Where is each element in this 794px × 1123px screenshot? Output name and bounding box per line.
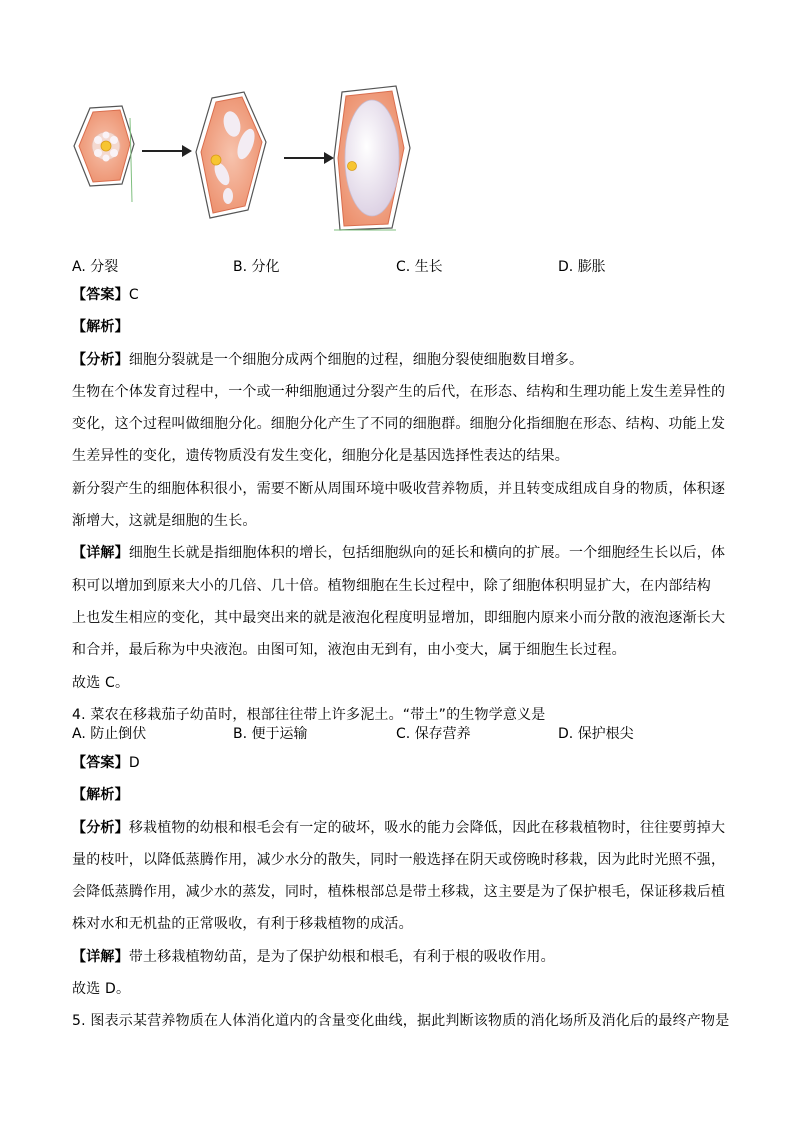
q4-fenxi-line-3: 会降低蒸腾作用，减少水的蒸发，同时，植株根部总是带土移栽，这主要是为了保护根毛，保证移栽后植 [72,884,726,901]
q3-option-a: A. 分裂 [72,259,119,275]
q4-xiangjie-line-1: 【详解】带土移栽植物幼苗，是为了保护幼根和根毛，有利于根的吸收作用。 [72,948,555,965]
q4-options [72,723,732,747]
q3-options [72,256,732,280]
q5-stem: 5. 图表示某营养物质在人体消化道内的含量变化曲线，据此判断该物质的消化场所及消化后的最终产物是 [72,1013,730,1030]
q4-option-a: A. 防止倒伏 [72,726,147,742]
q3-answer: 【答案】C [72,287,139,303]
q3-option-c: C. 生长 [396,259,443,275]
q3-fenxi-line-1: 【分析】细胞分裂就是一个细胞分成两个细胞的过程，细胞分裂使细胞数目增多。 [72,351,584,368]
q4-analysis-heading: 【解析】 [72,787,129,804]
q4-fenxi-line-2: 量的枝叶，以降低蒸腾作用，减少水分的散失，同时一般选择在阴天或傍晚时移栽，因为此时光照不强， [72,851,726,868]
q3-xiangjie-line-1: 【详解】细胞生长就是指细胞体积的增长，包括细胞纵向的延长和横向的扩展。一个细胞经生长以后，体 [72,545,726,562]
cell-large [334,86,410,230]
q3-fenxi-line-6: 渐增大，这就是细胞的生长。 [72,513,257,530]
cell-growth-diagram [70,78,430,234]
q3-fenxi-line-5: 新分裂产生的细胞体积很小，需要不断从周围环境中吸收营养物质，并且转变成组成自身的物质，体积逐 [72,480,726,497]
q3-solution [72,279,726,731]
q4-fenxi-line-4: 株对水和无机盐的正常吸收，有利于移栽植物的成活。 [72,916,413,933]
q3-conclusion: 故选 C。 [72,674,130,691]
q4-option-c: C. 保存营养 [396,726,471,742]
cell-medium [196,92,266,218]
q4-stem: 4. 菜农在移栽茄子幼苗时，根部往往带上许多泥土。“带土”的生物学意义是 [72,706,546,723]
q4-answer: 【答案】D [72,755,140,771]
q4-conclusion: 故选 D。 [72,981,131,998]
q4-option-d: D. 保护根尖 [558,726,634,742]
q3-fenxi-line-3: 变化，这个过程叫做细胞分化。细胞分化产生了不同的细胞群。细胞分化指细胞在形态、结构、功能上发 [72,416,726,433]
cell-small [74,106,134,202]
q4-option-b: B. 便于运输 [233,726,308,742]
q3-xiangjie-line-2: 积可以增加到原来大小的几倍、几十倍。植物细胞在生长过程中，除了细胞体积明显扩大，在内部结构 [72,577,711,594]
q3-fenxi-line-2: 生物在个体发育过程中，一个或一种细胞通过分裂产生的后代，在形态、结构和生理功能上发生差异性的 [72,383,726,400]
q4-fenxi-line-1: 【分析】移栽植物的幼根和根毛会有一定的破坏，吸水的能力会降低，因此在移栽植物时，往往要剪掉大 [72,819,726,836]
q3-option-b: B. 分化 [233,259,280,275]
q3-xiangjie-line-3: 上也发生相应的变化，其中最突出来的就是液泡化程度明显增加，即细胞内原来小而分散的液泡逐渐长大 [72,609,726,626]
cell-growth-figure [70,78,430,234]
q3-option-d: D. 膨胀 [558,259,606,275]
q3-xiangjie-line-4: 和合并，最后称为中央液泡。由图可知，液泡由无到有，由小变大，属于细胞生长过程。 [72,642,626,659]
q3-analysis-heading: 【解析】 [72,319,129,336]
arrow-2 [284,152,334,164]
arrow-1 [142,145,192,157]
q3-fenxi-line-4: 生差异性的变化，遗传物质没有发生变化，细胞分化是基因选择性表达的结果。 [72,448,569,465]
q4-solution [72,747,730,1038]
